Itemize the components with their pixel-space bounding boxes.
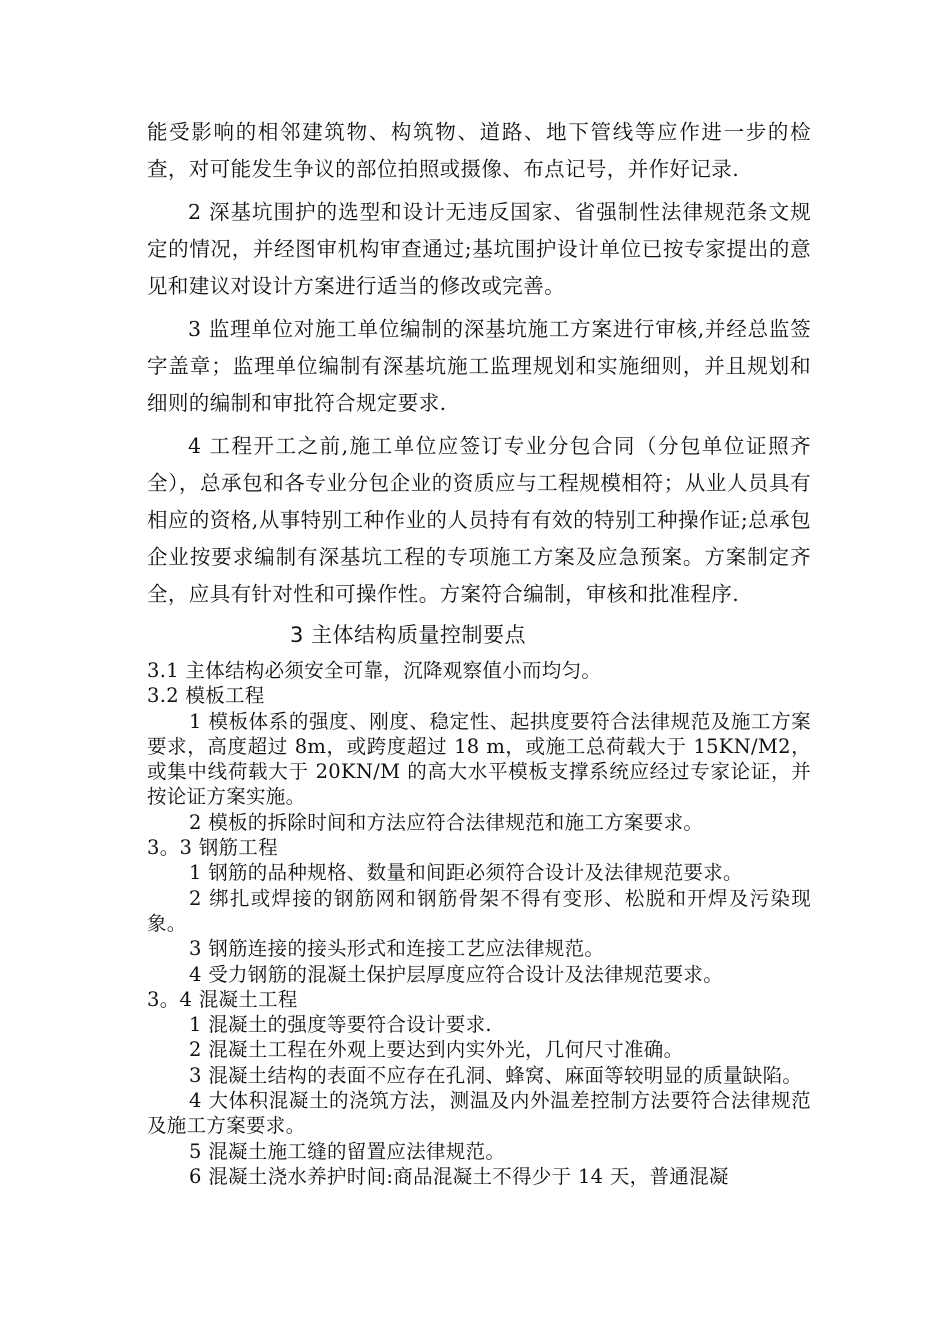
paragraph: 2 深基坑围护的选型和设计无违反国家、省强制性法律规范条文规定的情况，并经图审机构审查通过;基坑围护设计单位已按专家提出的意见和建议对设计方案进行适当的修改或完善。 [147,200,811,298]
subsection-title: 3。4 混凝土工程 [147,987,298,1011]
list-item: 1 混凝土的强度等要符合设计要求. [189,1013,492,1037]
section-heading: 3 主体结构质量控制要点 [290,623,527,647]
list-item: 2 绑扎或焊接的钢筋网和钢筋骨架不得有变形、松脱和开焊及污染现象。 [147,886,811,935]
list-item: 4 大体积混凝土的浇筑方法，测温及内外温差控制方法要符合法律规范及施工方案要求。 [147,1089,811,1138]
list-item: 5 混凝土施工缝的留置应法律规范。 [189,1139,506,1163]
list-item: 6 混凝土浇水养护时间:商品混凝土不得少于 14 天，普通混凝 [189,1164,729,1188]
top-text-block [147,114,811,613]
body-text-block [147,658,811,1189]
list-item: 2 混凝土工程在外观上要达到内实外光，几何尺寸准确。 [189,1038,684,1062]
paragraph: 3 监理单位对施工单位编制的深基坑施工方案进行审核,并经总监签字盖章；监理单位编制有深基坑施工监理规划和实施细则，并且规划和细则的编制和审批符合规定要求. [147,317,811,415]
subsection-title: 3.1 主体结构必须安全可靠，沉降观察值小而均匀。 [147,659,602,682]
list-item: 4 受力钢筋的混凝土保护层厚度应符合设计及法律规范要求。 [189,962,724,986]
list-item: 3 混凝土结构的表面不应存在孔洞、蜂窝、麻面等较明显的质量缺陷。 [189,1063,803,1087]
paragraph: 能受影响的相邻建筑物、构筑物、道路、地下管线等应作进一步的检查，对可能发生争议的部位拍照或摄像、布点记号，并作好记录. [147,120,811,181]
list-item: 2 模板的拆除时间和方法应符合法律规范和施工方案要求。 [189,810,704,834]
subsection-title: 3.2 模板工程 [147,684,265,708]
list-item: 1 钢筋的品种规格、数量和间距必须符合设计及法律规范要求。 [189,861,743,885]
list-item: 3 钢筋连接的接头形式和连接工艺应法律规范。 [189,937,605,961]
list-item: 1 模板体系的强度、刚度、稳定性、起拱度要符合法律规范及施工方案要求，高度超过 8m，或跨度超过 18 m，或施工总荷载大于 15KN/M2，或集中线荷载大于 20KN/M 的高大水平模板支撑系统应经过专家论证，并按论证方案实施。 [147,709,811,809]
paragraph: 4 工程开工之前,施工单位应签订专业分包合同（分包单位证照齐全），总承包和各专业分包企业的资质应与工程规模相符；从业人员具有相应的资格,从事特别工种作业的人员持有有效的特别工种操作证;总承包企业按要求编制有深基坑工程的专项施工方案及应急预案。方案制定齐全，应具有针对性和可操作性。方案符合编制，审核和批准程序. [147,434,811,606]
subsection-title: 3。3 钢筋工程 [147,836,278,860]
